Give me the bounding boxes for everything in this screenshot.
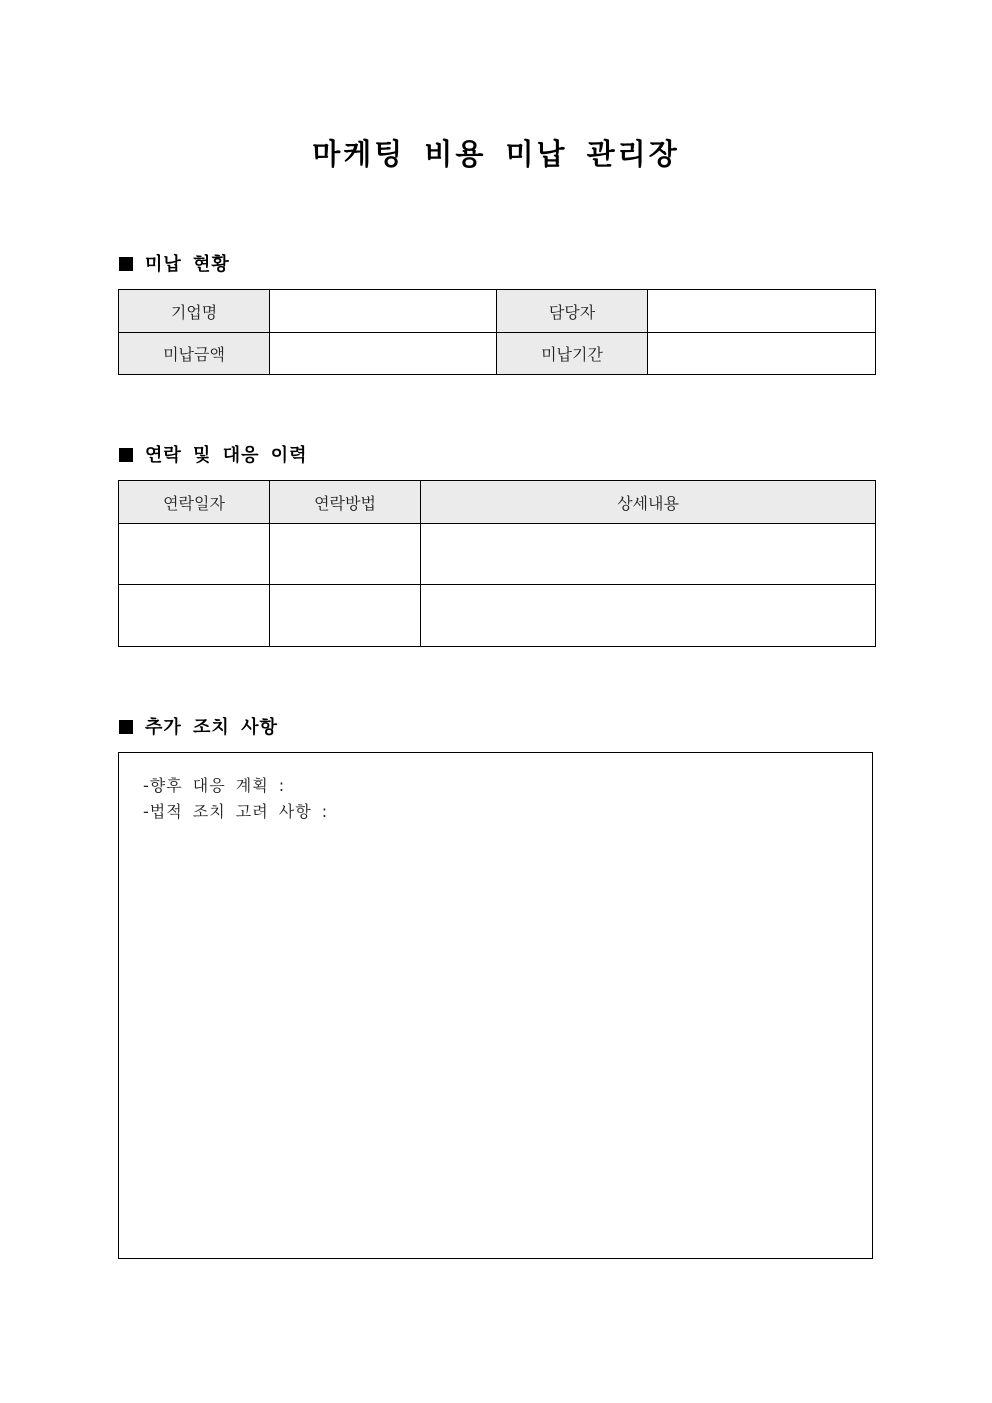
square-bullet-icon (119, 257, 133, 271)
section-heading-actions-text: 추가 조치 사항 (145, 717, 278, 738)
status-table (118, 289, 876, 375)
table-row (119, 524, 876, 585)
additional-actions-box[interactable] (118, 752, 873, 1259)
section-heading-status (119, 252, 230, 278)
section-heading-actions (119, 715, 278, 741)
future-plan-line: -향후 대응 계획 : (143, 776, 286, 795)
company-name-field[interactable] (270, 290, 497, 333)
column-header-contact-method: 연락방법 (270, 481, 421, 524)
contact-method-cell[interactable] (270, 585, 421, 647)
legal-action-line: -법적 조치 고려 사항 : (143, 802, 329, 821)
unpaid-amount-field[interactable] (270, 333, 497, 375)
column-header-details: 상세내용 (421, 481, 876, 524)
section-heading-history-text: 연락 및 대응 이력 (145, 445, 308, 466)
history-table (118, 480, 876, 647)
table-row (119, 333, 876, 375)
contact-date-cell[interactable] (119, 524, 270, 585)
contact-method-cell[interactable] (270, 524, 421, 585)
unpaid-period-field[interactable] (648, 333, 876, 375)
unpaid-amount-label: 미납금액 (119, 333, 270, 375)
table-row (119, 585, 876, 647)
contact-person-label: 담당자 (497, 290, 648, 333)
company-name-label: 기업명 (119, 290, 270, 333)
contact-person-field[interactable] (648, 290, 876, 333)
details-cell[interactable] (421, 585, 876, 647)
table-row (119, 290, 876, 333)
unpaid-period-label: 미납기간 (497, 333, 648, 375)
column-header-contact-date: 연락일자 (119, 481, 270, 524)
contact-date-cell[interactable] (119, 585, 270, 647)
page-title: 마케팅 비용 미납 관리장 (312, 137, 680, 171)
section-heading-history (119, 443, 308, 469)
details-cell[interactable] (421, 524, 876, 585)
table-header-row (119, 481, 876, 524)
square-bullet-icon (119, 448, 133, 462)
section-heading-status-text: 미납 현황 (145, 254, 230, 275)
square-bullet-icon (119, 720, 133, 734)
